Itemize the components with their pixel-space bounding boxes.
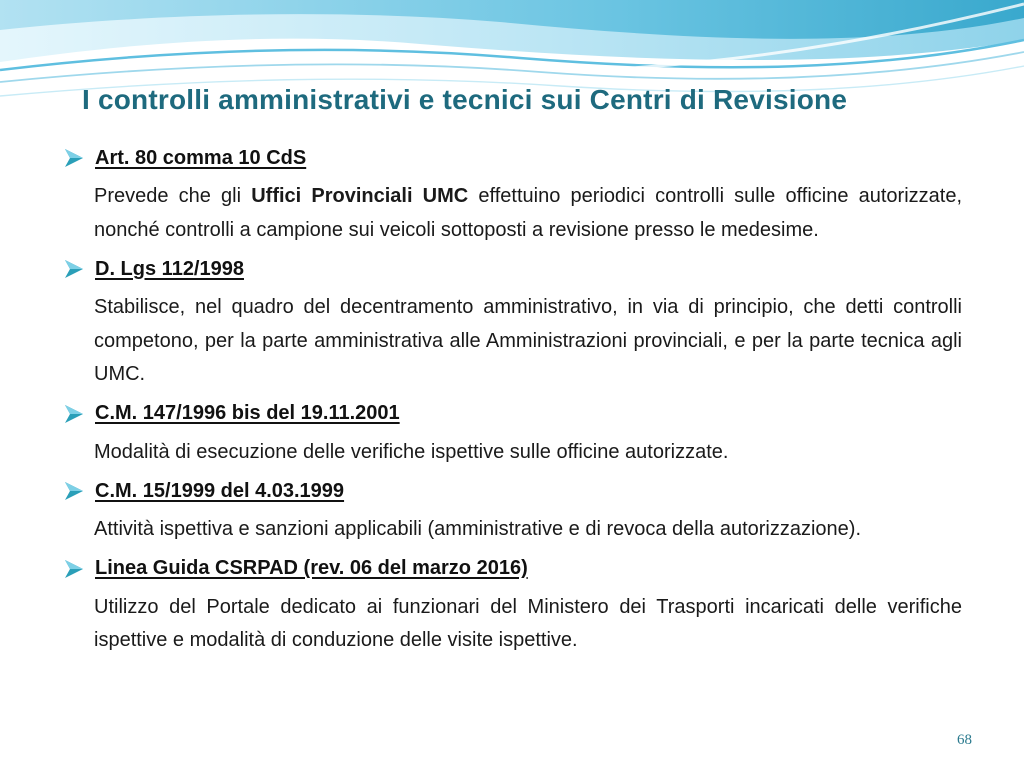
section-text: Stabilisce, nel quadro del decentramento amministrativo, in via di principio, che detti controlli competono, per la parte amministrativa alle Amministrazioni provinciali, e per la parte tecnica agli UMC. <box>94 296 962 385</box>
section-text-part: effettuino periodici controlli sulle officine autorizzate, nonché controlli a campione sui veicoli sottoposti a revisione presso le medesime. <box>94 185 963 241</box>
arrow-bullet-icon <box>62 480 86 502</box>
list-item-heading-row <box>60 473 962 509</box>
arrow-bullet-icon <box>62 558 86 580</box>
section-text-bold: Uffici Provinciali UMC <box>251 185 469 207</box>
list-item-csrpad <box>60 551 962 658</box>
page-number: 68 <box>957 732 972 748</box>
list-item-cm15 <box>60 473 962 547</box>
list-item-cm147 <box>60 396 962 470</box>
page-title: I controlli amministrativi e tecnici sui Centri di Revisione <box>82 84 848 115</box>
section-text: Attività ispettiva e sanzioni applicabili (amministrative e di revoca della autorizzazione). <box>94 518 862 540</box>
section-heading: C.M. 147/1996 bis del 19.11.2001 <box>95 402 400 424</box>
list-item-heading-row <box>60 140 962 176</box>
section-heading: C.M. 15/1999 del 4.03.1999 <box>95 479 345 502</box>
arrow-bullet-icon <box>62 147 86 169</box>
arrow-bullet-icon <box>62 403 86 425</box>
section-heading: Linea Guida CSRPAD (rev. 06 del marzo 2016) <box>95 557 528 579</box>
section-heading: Art. 80 comma 10 CdS <box>95 146 307 169</box>
list-item-heading-row <box>60 396 962 432</box>
section-text-part: Prevede che gli <box>94 185 252 207</box>
list-item-heading-row <box>60 551 962 587</box>
list-item-art80 <box>60 140 962 247</box>
list-item-heading-row <box>60 251 962 287</box>
content-list <box>60 140 962 662</box>
section-text: Utilizzo del Portale dedicato ai funzionari del Ministero dei Trasporti incaricati delle verifiche ispettive e modalità di conduzione delle visite ispettive. <box>94 595 962 651</box>
section-heading: D. Lgs 112/1998 <box>95 257 244 280</box>
list-item-dlgs <box>60 251 962 392</box>
section-text <box>94 180 962 247</box>
section-text: Modalità di esecuzione delle verifiche ispettive sulle officine autorizzate. <box>94 440 729 463</box>
arrow-bullet-icon <box>62 258 86 280</box>
